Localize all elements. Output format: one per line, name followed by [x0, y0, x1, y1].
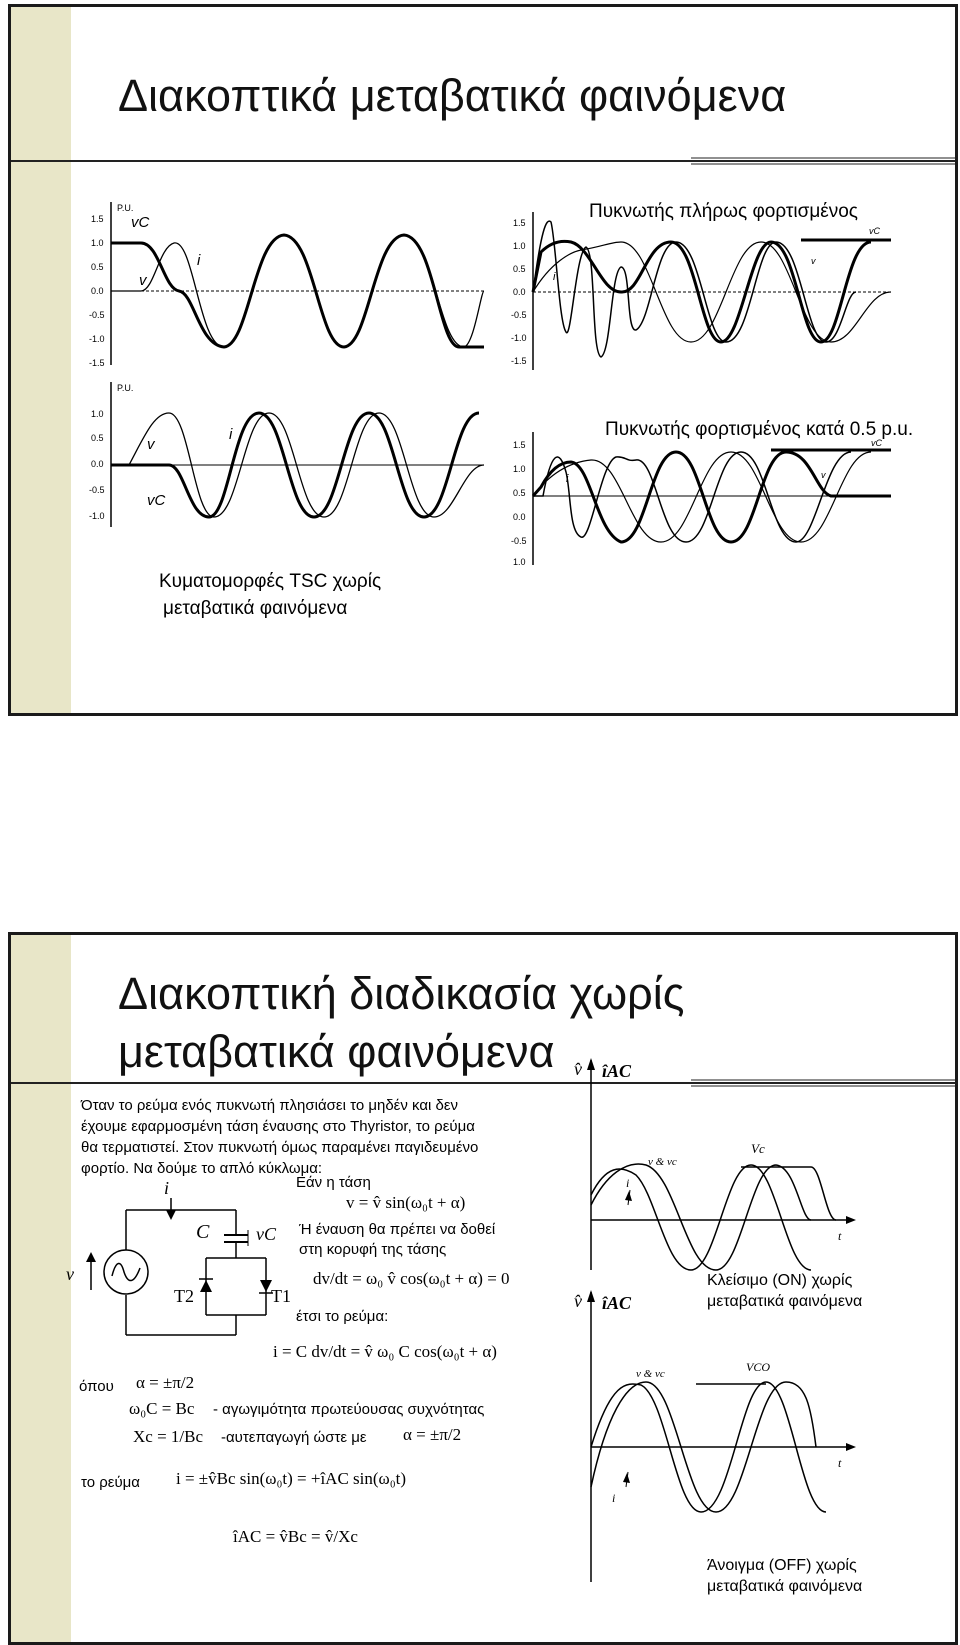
- caption-on-1: Κλείσιμο (ON) χωρίς: [707, 1272, 853, 1289]
- caption-off-1: Άνοιγμα (OFF) χωρίς: [707, 1557, 857, 1574]
- caption-on-2: μεταβατικά φαινόμενα: [707, 1293, 863, 1310]
- i-label: i: [566, 473, 569, 485]
- tick-label: 1.0: [91, 409, 104, 419]
- on-switching-graph: [566, 1055, 866, 1280]
- i-label: i: [229, 426, 233, 443]
- graph-v-vc-label: v & vc: [648, 1156, 677, 1168]
- waveform-plot-c: [511, 212, 896, 372]
- off-switching-graph: [566, 1287, 866, 1587]
- equation-current-final: i = ±v̂Bc sin(ω₀t) = +îAC sin(ω₀t): [176, 1469, 407, 1488]
- xc-description: -αυτεπαγωγή ώστε με: [221, 1429, 367, 1446]
- intro-line: έχουμε εφαρμοσμένη τάση έναυσης στο Thyristor, το ρεύμα: [81, 1118, 475, 1135]
- equation-voltage: v = v̂ sin(ω₀t + α): [346, 1193, 466, 1212]
- equation-iac: îAC = v̂Bc = v̂/Xc: [233, 1527, 358, 1546]
- slide-sidebar: [11, 7, 71, 713]
- graph-i-label: i: [612, 1491, 616, 1505]
- equation-bc: ω₀C = Bc: [129, 1399, 195, 1418]
- the-current-text: το ρεύμα: [81, 1474, 140, 1491]
- circuit-i-label: i: [164, 1180, 170, 1198]
- circuit-c-label: C: [196, 1221, 210, 1243]
- circuit-vc-label: vC: [256, 1224, 276, 1244]
- where-text: όπου: [79, 1378, 114, 1395]
- tick-label: 0.5: [513, 488, 526, 498]
- tick-label: 1.0: [513, 241, 526, 251]
- tick-label: 0.0: [513, 512, 526, 522]
- tick-label: 1.0: [91, 238, 104, 248]
- tick-label: 1.0: [513, 464, 526, 474]
- v-label: v: [821, 470, 826, 480]
- tick-label: -0.5: [511, 310, 527, 320]
- graph-v-hat: v̂: [574, 1059, 582, 1079]
- vc-label: vC: [869, 226, 880, 236]
- graph-t-label: t: [838, 1456, 842, 1470]
- vc-label: vC: [147, 492, 166, 509]
- pu-label: P.U.: [117, 383, 134, 393]
- waveform-plot-d: [511, 432, 896, 567]
- slide-sidebar: [11, 935, 71, 1642]
- tick-label: 0.0: [91, 286, 104, 296]
- v-label: v: [147, 436, 155, 453]
- caption-tsc-2: μεταβατικά φαινόμενα: [163, 598, 348, 619]
- i-label: i: [553, 271, 556, 283]
- caption-off-2: μεταβατικά φαινόμενα: [707, 1578, 863, 1595]
- tick-label: 1.5: [513, 440, 526, 450]
- circuit-v-label: v: [66, 1264, 74, 1284]
- tick-label: 1.0: [513, 557, 526, 567]
- if-voltage-text: Εάν η τάση: [296, 1174, 371, 1191]
- slide-title-line-2: μεταβατικά φαινόμενα: [118, 1026, 555, 1077]
- tick-label: -1.0: [89, 511, 105, 521]
- tick-label: -1.0: [89, 334, 105, 344]
- equation-derivative: dv/dt = ω₀ v̂ cos(ω₀t + α) = 0: [313, 1269, 510, 1288]
- circuit-diagram: [66, 1180, 301, 1350]
- circuit-t1-label: T1: [271, 1286, 291, 1306]
- pu-label: P.U.: [117, 203, 134, 213]
- title-underline: [11, 151, 955, 171]
- tick-label: -0.5: [89, 485, 105, 495]
- slide-1: [8, 4, 958, 716]
- intro-line: θα τερματιστεί. Στον πυκνωτή όμως παραμένει παγιδευμένο: [81, 1139, 479, 1156]
- tick-label: -1.0: [511, 333, 527, 343]
- tick-label: 1.5: [513, 218, 526, 228]
- graph-vc-label: Vc: [751, 1141, 765, 1156]
- vc-label: vC: [871, 438, 882, 448]
- tick-label: 0.5: [91, 262, 104, 272]
- graph-iac-hat: îAC: [602, 1061, 632, 1081]
- tick-label: 0.5: [513, 264, 526, 274]
- graph-t-label: t: [838, 1229, 842, 1243]
- caption-full-charge: Πυκνωτής πλήρως φορτισμένος: [589, 201, 858, 222]
- v-label: v: [811, 256, 816, 266]
- tick-label: 0.0: [513, 287, 526, 297]
- graph-iac-hat: îAC: [602, 1293, 632, 1313]
- graph-i-label: i: [626, 1176, 630, 1190]
- tick-label: -0.5: [511, 536, 527, 546]
- caption-half-charge: Πυκνωτής φορτισμένος κατά 0.5 p.u.: [605, 419, 914, 440]
- bc-description: - αγωγιμότητα πρωτεύουσας συχνότητας: [213, 1401, 485, 1418]
- equation-current: i = C dv/dt = v̂ ω₀ C cos(ω₀t + α): [273, 1342, 497, 1361]
- slide-title: Διακοπτικά μεταβατικά φαινόμενα: [118, 70, 787, 121]
- graph-v-vc-label: v & vc: [636, 1368, 665, 1380]
- tick-label: 0.0: [91, 459, 104, 469]
- equation-alpha: α = ±π/2: [136, 1373, 195, 1392]
- tick-label: -1.5: [511, 356, 527, 366]
- waveform-plot-a: [89, 197, 489, 367]
- equation-xc: Xc = 1/Bc: [133, 1427, 204, 1446]
- graph-v-hat: v̂: [574, 1291, 582, 1311]
- firing-text-2: στη κορυφή της τάσης: [299, 1241, 447, 1258]
- v-label: v: [139, 272, 147, 289]
- caption-tsc-1: Κυματομορφές TSC χωρίς: [159, 571, 382, 592]
- waveform-plot-b: [89, 377, 489, 537]
- slide-2: [8, 932, 958, 1645]
- circuit-t2-label: T2: [174, 1286, 194, 1306]
- slide-title-line-1: Διακοπτική διαδικασία χωρίς: [118, 968, 685, 1019]
- equation-alpha-2: α = ±π/2: [403, 1425, 462, 1444]
- intro-line: Όταν το ρεύμα ενός πυκνωτή πλησιάσει το μηδέν και δεν: [81, 1097, 459, 1114]
- i-label: i: [197, 252, 201, 269]
- tick-label: 0.5: [91, 433, 104, 443]
- firing-text-1: Ή έναυση θα πρέπει να δοθεί: [299, 1221, 496, 1238]
- tick-label: -1.5: [89, 358, 105, 367]
- tick-label: 1.5: [91, 214, 104, 224]
- graph-vco-label: VCO: [746, 1360, 770, 1374]
- vc-label: vC: [131, 214, 150, 231]
- intro-line: φορτίο. Να δούμε το απλό κύκλωμα:: [81, 1160, 323, 1177]
- so-current-text: έτσι το ρεύμα:: [296, 1308, 389, 1325]
- tick-label: -0.5: [89, 310, 105, 320]
